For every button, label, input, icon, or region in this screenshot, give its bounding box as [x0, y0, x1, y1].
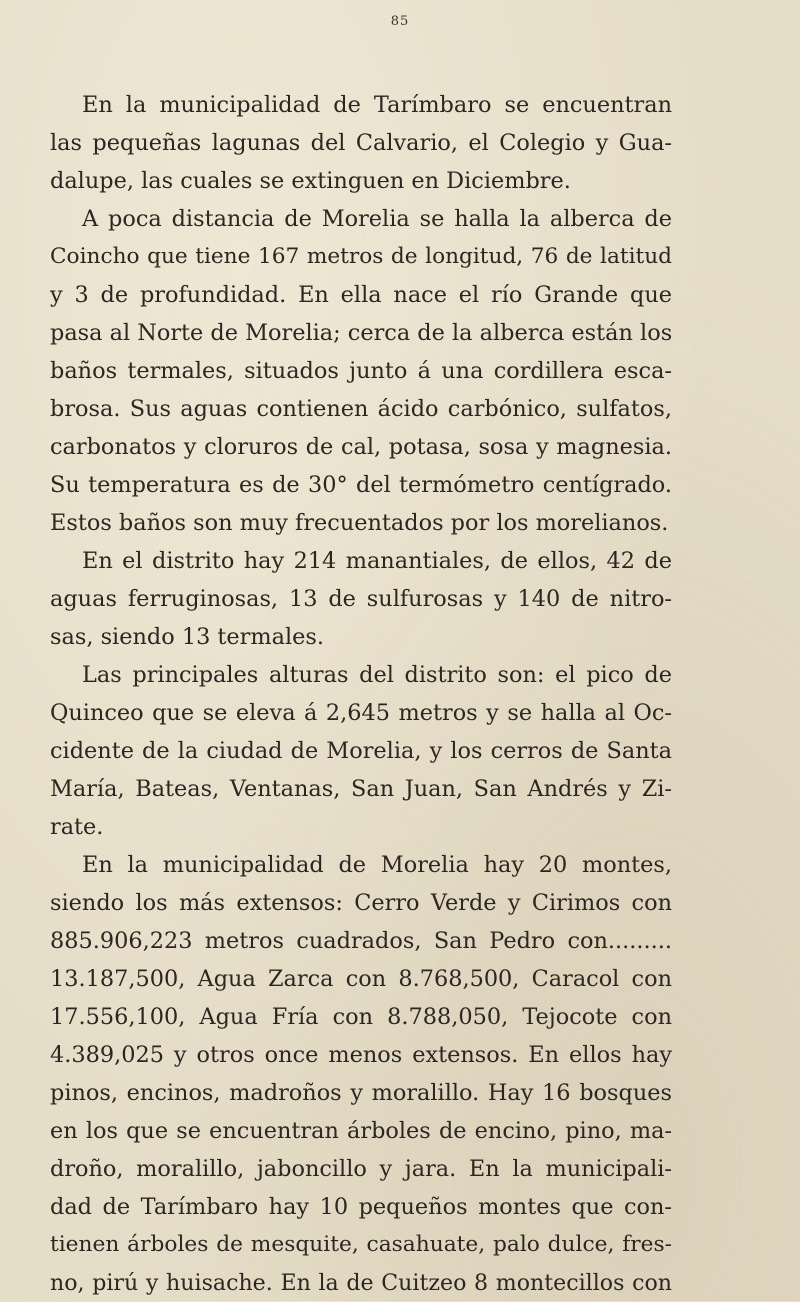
- text-line: brosa. Sus aguas contienen ácido carbónico, sulfatos,: [50, 396, 672, 422]
- text-line: Quinceo que se eleva á 2,645 metros y se halla al Oc-: [50, 700, 672, 726]
- text-line: 17.556,100, Agua Fría con 8.788,050, Tejocote con: [50, 1004, 672, 1030]
- text-line: dalupe, las cuales se extinguen en Diciembre.: [50, 168, 571, 194]
- text-line: sas, siendo 13 termales.: [50, 624, 324, 650]
- body-text: [50, 86, 672, 1302]
- text-line: En el distrito hay 214 manantiales, de ellos, 42 de: [82, 548, 672, 574]
- text-line: en los que se encuentran árboles de encino, pino, ma-: [50, 1118, 672, 1144]
- text-line: pasa al Norte de Morelia; cerca de la alberca están los: [50, 320, 673, 346]
- text-line: cidente de la ciudad de Morelia, y los cerros de Santa: [50, 738, 672, 764]
- text-line: baños termales, situados junto á una cordillera esca-: [50, 358, 672, 384]
- text-line: aguas ferruginosas, 13 de sulfurosas y 140 de nitro-: [50, 586, 672, 612]
- text-line: A poca distancia de Morelia se halla la alberca de: [82, 206, 672, 232]
- text-line: 13.187,500, Agua Zarca con 8.768,500, Caracol con: [50, 966, 672, 992]
- text-line: pinos, encinos, madroños y moralillo. Hay 16 bosques: [50, 1080, 672, 1106]
- text-line: Las principales alturas del distrito son: el pico de: [82, 662, 672, 688]
- text-line: las pequeñas lagunas del Calvario, el Colegio y Gua-: [50, 130, 672, 156]
- text-line: Su temperatura es de 30° del termómetro centígrado.: [50, 472, 672, 498]
- text-line: 4.389,025 y otros once menos extensos. En ellos hay: [50, 1042, 672, 1068]
- text-line: y 3 de profundidad. En ella nace el río Grande que: [50, 282, 672, 308]
- text-line: siendo los más extensos: Cerro Verde y Cirimos con: [50, 890, 672, 916]
- text-line: En la municipalidad de Morelia hay 20 montes,: [82, 852, 672, 878]
- text-line: tienen árboles de mesquite, casahuate, palo dulce, fres-: [50, 1232, 672, 1257]
- text-line: Coincho que tiene 167 metros de longitud, 76 de latitud: [50, 244, 672, 269]
- text-line: rate.: [50, 814, 104, 840]
- page-number: 85: [390, 14, 410, 29]
- text-line: no, pirú y huisache. En la de Cuitzeo 8 montecillos con: [50, 1270, 672, 1296]
- text-line: Estos baños son muy frecuentados por los morelianos.: [50, 510, 669, 536]
- text-line: carbonatos y cloruros de cal, potasa, sosa y magnesia.: [50, 434, 672, 460]
- text-line: María, Bateas, Ventanas, San Juan, San Andrés y Zi-: [50, 776, 672, 802]
- text-line: En la municipalidad de Tarímbaro se encuentran: [82, 92, 672, 118]
- text-line: droño, moralillo, jaboncillo y jara. En la municipali-: [50, 1156, 672, 1182]
- text-line: dad de Tarímbaro hay 10 pequeños montes que con-: [50, 1194, 672, 1220]
- text-line: 885.906,223 metros cuadrados, San Pedro con.........: [50, 928, 672, 954]
